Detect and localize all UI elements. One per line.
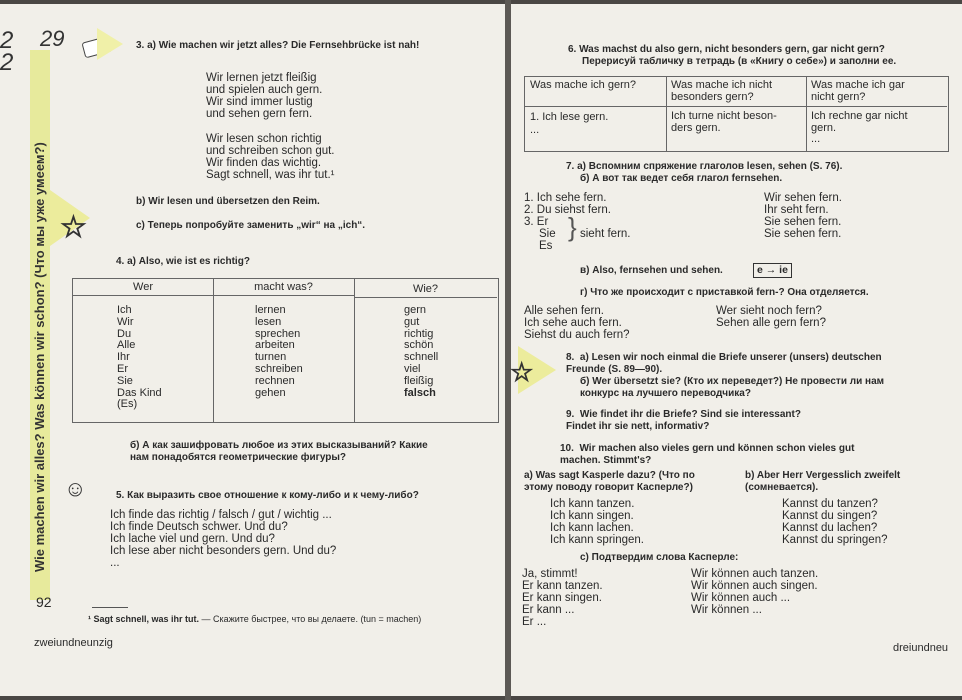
footnote-divider	[92, 607, 128, 608]
conj-line: Wir sehen fern.	[764, 192, 842, 204]
ex9: 9. Wie findet ihr die Briefe? Sind sie interessant? Findet ihr sie nett, informativ?	[566, 409, 801, 432]
table-header: Was mache ich gern?	[530, 79, 636, 91]
confirm-line: Er ...	[522, 616, 547, 628]
ex3-poem-line: Wir sind immer lustig	[206, 96, 313, 108]
arrow-marker-icon	[97, 28, 123, 60]
fern-line: Wer sieht noch fern?	[716, 305, 822, 317]
brace-icon: }	[568, 212, 577, 242]
table-header: Was mache ich nicht besonders gern?	[671, 79, 773, 103]
ex10-b: b) Aber Herr Vergesslich zweifelt (сомневается).	[745, 470, 901, 493]
table-header: Wie?	[354, 281, 497, 298]
table-list-wer	[117, 305, 162, 411]
ex4-b: б) А как зашифровать любое из этих высказываний? Какие нам понадобятся геометрические фигуры?	[130, 440, 428, 463]
conj-line: 2. Du siehst fern.	[524, 204, 611, 216]
table-column-macht	[213, 279, 355, 422]
vergesslich-line: Kannst du lachen?	[782, 522, 878, 534]
vergesslich-line: Kannst du springen?	[782, 534, 888, 546]
page-footer-word: zweiundneunzig	[34, 637, 113, 649]
smiley-face-icon: ☺	[64, 476, 87, 501]
ex5-line: ...	[110, 557, 120, 569]
confirm-line: Wir können ...	[691, 604, 762, 616]
ex3-poem-line: und spielen auch gern.	[206, 84, 323, 96]
table-cell: viel	[404, 362, 421, 375]
table-header: Was mache ich gar nicht gern?	[811, 79, 905, 103]
table-cell: turnen	[255, 351, 287, 364]
conj-line: Sie	[539, 228, 556, 240]
ex3-heading: 3. а) Wie machen wir jetzt alles? Die Fernsehbrücke ist nah!	[136, 40, 420, 51]
table-cell: Sie	[117, 374, 133, 387]
fern-line: Siehst du auch fern?	[524, 329, 630, 341]
table-cell: schreiben	[255, 362, 303, 375]
table-cell: lesen	[255, 315, 282, 328]
table-cell: Du	[117, 327, 132, 340]
kasperle-line: Ich kann tanzen.	[550, 498, 635, 510]
ex3-poem-line: und schreiben schon gut.	[206, 145, 335, 157]
ex6-sub: Перерисуй табличку в тетрадь (в «Книгу о себе») и заполни ее.	[582, 56, 897, 67]
conj-line: sieht fern.	[580, 228, 631, 240]
ex3-poem-line: Wir lesen schon richtig	[206, 133, 322, 145]
footnote-label: ¹ Sagt schnell, was ihr tut.	[88, 614, 200, 624]
table-cell: Ich	[117, 304, 132, 316]
table-cell: 1. Ich lese gern. ...	[530, 111, 609, 136]
ex8-a: 8. а) Lesen wir noch einmal die Briefe unserer (unsers) deutschen Freunde (S. 89—90).	[566, 352, 882, 375]
ex5-line: Ich lache viel und gern. Und du?	[110, 533, 275, 545]
table-cell: fleißig	[404, 374, 434, 387]
table-cell: Ihr	[117, 351, 130, 364]
kasperle-line: Ich kann lachen.	[550, 522, 634, 534]
footnote	[88, 614, 421, 624]
fern-line: Alle sehen fern.	[524, 305, 604, 317]
ex4-heading: 4. а) Also, wie ist es richtig?	[116, 256, 250, 267]
table-column	[525, 77, 667, 151]
table-list-macht	[255, 305, 303, 399]
ex8-b: б) Wer übersetzt sie? (Кто их переведет?) Не провести ли нам конкурс на лучшего переводчика?	[580, 376, 885, 399]
table-cell: Ich rechne gar nicht gern. ...	[811, 110, 908, 145]
table-column	[666, 77, 807, 151]
table-cell: richtig	[404, 327, 434, 340]
table-cell: sprechen	[255, 327, 301, 340]
ex5-heading: 5. Как выразить свое отношение к кому-либо и к чему-либо?	[116, 490, 419, 501]
conj-line: Sie sehen fern.	[764, 216, 842, 228]
vergesslich-line: Kannst du tanzen?	[782, 498, 878, 510]
table-list-wie	[404, 305, 438, 399]
table-cell: Wir	[117, 315, 134, 328]
handwritten-mark: 2 2	[0, 27, 14, 76]
side-title: Wie machen wir alles? Was können wir schon? (Что мы уже умеем?)	[32, 142, 47, 572]
star-icon: ☆	[60, 211, 87, 244]
table-header-cell	[666, 77, 806, 107]
ex5-line: Ich lese aber nicht besonders gern. Und du?	[110, 545, 337, 557]
ex6-table	[524, 76, 949, 152]
table-cell: rechnen	[255, 374, 295, 387]
table-column-wie	[354, 279, 497, 422]
table-cell: (Es)	[117, 398, 138, 411]
page-footer-word: dreiundneu	[893, 642, 949, 654]
ex7-g: г) Что же происходит с приставкой fern-? Она отделяется.	[580, 287, 869, 298]
ex7-a: 7. а) Вспомним спряжение глаголов lesen, sehen (S. 76).	[566, 161, 843, 172]
table-cell: arbeiten	[255, 339, 295, 352]
ex7-b: б) А вот так ведет себя глагол fernsehen.	[580, 173, 783, 184]
table-header: Wer	[73, 279, 213, 296]
conj-line: Es	[539, 240, 553, 252]
table-column-wer	[73, 279, 214, 422]
table-cell: schön	[404, 339, 434, 352]
ex4-table	[72, 278, 499, 423]
ex3-c: c) Теперь попробуйте заменить „wir“ на „ich“.	[136, 220, 366, 231]
fern-line: Sehen alle gern fern?	[716, 317, 826, 329]
page-number: 92	[36, 594, 52, 610]
vergesslich-line: Kannst du singen?	[782, 510, 878, 522]
star-icon: ☆	[510, 357, 534, 387]
vowel-change-box: e → ie	[753, 263, 792, 278]
table-header: macht was?	[213, 279, 354, 296]
table-cell: gut	[404, 315, 420, 328]
ex3-poem-line: Wir finden das wichtig.	[206, 157, 322, 169]
ex6-heading: 6. Was machst du also gern, nicht besonders gern, gar nicht gern?	[568, 44, 885, 55]
table-header-cell	[525, 77, 666, 107]
ex5-line: Ich finde Deutsch schwer. Und du?	[110, 521, 288, 533]
table-cell: Ich turne nicht beson- ders gern.	[671, 110, 777, 134]
ex10-a: а) Was sagt Kasperle dazu? (Что по этому поводу говорит Касперле?)	[524, 470, 695, 493]
table-column	[806, 77, 947, 151]
confirm-line: Ja, stimmt!	[522, 568, 578, 580]
ex3-poem-line: Wir lernen jetzt fleißig	[206, 72, 317, 84]
table-cell: Alle	[117, 339, 136, 352]
confirm-line: Wir können auch ...	[691, 592, 791, 604]
table-cell: Das Kind	[117, 386, 162, 399]
fern-line: Ich sehe auch fern.	[524, 317, 622, 329]
table-cell: gern	[404, 304, 427, 316]
table-cell: gehen	[255, 386, 286, 399]
footnote-text: — Скажите быстрее, что вы делаете. (tun = machen)	[201, 614, 422, 624]
ex3-poem-line: Sagt schnell, was ihr tut.¹	[206, 169, 335, 181]
conj-line: Ihr seht fern.	[764, 204, 829, 216]
confirm-line: Wir können auch tanzen.	[691, 568, 819, 580]
confirm-line: Er kann ...	[522, 604, 575, 616]
conj-line: Sie sehen fern.	[764, 228, 842, 240]
table-cell: falsch	[404, 386, 436, 399]
kasperle-line: Ich kann springen.	[550, 534, 644, 546]
ex3-b: b) Wir lesen und übersetzen den Reim.	[136, 196, 320, 207]
conj-line: 3. Er	[524, 216, 549, 228]
handwritten-number: 29	[40, 26, 65, 51]
table-header-cell	[806, 77, 947, 107]
ex10-c: с) Подтвердим слова Касперле:	[580, 552, 739, 563]
conj-line: 1. Ich sehe fern.	[524, 192, 607, 204]
ex7-v: в) Also, fernsehen und sehen.	[580, 265, 723, 276]
ex5-line: Ich finde das richtig / falsch / gut / wichtig ...	[110, 509, 332, 521]
book-spine	[505, 0, 511, 700]
kasperle-line: Ich kann singen.	[550, 510, 634, 522]
ex10-heading: 10. Wir machen also vieles gern und können schon vieles gut machen. Stimmt's?	[560, 443, 855, 466]
confirm-line: Er kann tanzen.	[522, 580, 603, 592]
confirm-line: Wir können auch singen.	[691, 580, 818, 592]
table-cell: Er	[117, 362, 128, 375]
table-cell: lernen	[255, 304, 286, 316]
confirm-line: Er kann singen.	[522, 592, 602, 604]
ex3-poem-line: und sehen gern fern.	[206, 108, 313, 120]
table-cell: schnell	[404, 351, 439, 364]
